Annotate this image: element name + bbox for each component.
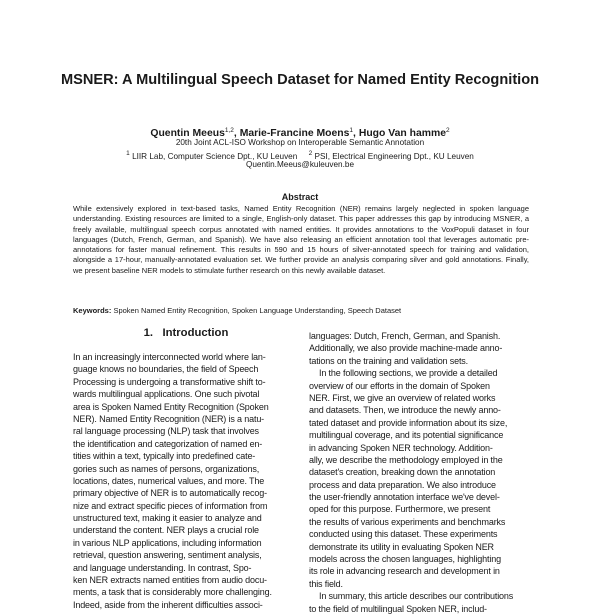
section-number: 1. [143, 327, 154, 339]
body-text-line: process and data preparation. We also introduce [309, 479, 496, 490]
author-name: Marie-Francine Moens [239, 128, 350, 139]
body-text-line: multilingual coverage, and its potential significance [309, 430, 504, 441]
body-text-line: ral language processing (NLP) task that involves [73, 426, 259, 437]
body-text-line: understand the content. NER plays a crucial role [73, 525, 259, 536]
body-text-line: locations, dates, numerical values, and more. The [73, 475, 265, 486]
author-name: Quentin Meeus [150, 128, 225, 139]
body-text-line: Processing is undergoing a transformative shift to- [73, 376, 266, 387]
body-text-line: in advancing Spoken NER technology. Addition- [309, 442, 493, 453]
body-text-line: the results of various experiments and benchmarks [309, 516, 506, 527]
body-text-line: ally, we describe the methodology employed in the [309, 454, 503, 465]
body-text-line: NER). Named Entity Recognition (NER) is a natu- [73, 413, 265, 424]
body-text-line: ken NER extracts named entities from audio docu- [73, 575, 267, 586]
section-title: Introduction [162, 327, 229, 339]
body-text-line: retrieval, question answering, sentiment analysis, [73, 550, 262, 561]
body-text-line: overview of our efforts in the domain of Spoken [309, 380, 490, 391]
venue-line: 20th Joint ACL-ISO Workshop on Interoperable Semantic Annotation [175, 138, 425, 147]
body-text-line: languages: Dutch, French, German, and Spanish. [309, 331, 501, 341]
body-text-line: dataset's creation, breaking down the annotation [309, 467, 496, 478]
author-email: Quentin.Meeus@kuleuven.be [246, 160, 354, 169]
body-column-right [309, 330, 531, 615]
keywords-label: Keywords: [73, 306, 112, 315]
body-text-line: nize and extract specific pieces of information from [73, 500, 268, 511]
author-affiliation-mark: 1,2 [224, 127, 234, 134]
body-text-line: and datasets. Then, we introduce the newly anno- [309, 405, 501, 416]
author-affiliation-mark: 2 [446, 127, 450, 134]
body-text-line: in various NLP applications, including information [73, 537, 262, 548]
body-text-line: tated dataset and provide information about its size, [309, 417, 508, 428]
affiliation-mark: 2 [308, 150, 313, 157]
body-column-left [73, 351, 299, 611]
body-text-line: conducted using this dataset. These experiments [309, 529, 498, 540]
body-text-line: models across the chosen languages, highlighting [309, 554, 501, 565]
affiliation-text: PSI, Electrical Engineering Dpt., KU Leuven [314, 152, 474, 161]
body-text-line: oped for this purpose. Furthermore, we present [309, 504, 491, 515]
body-text-line: tities within a text, typically into predefined cate- [73, 451, 256, 462]
body-text-line: unstructured text, making it easier to analyze and [73, 513, 262, 524]
body-text-line: to the field of multilingual Spoken NER, includ- [309, 603, 487, 614]
affiliation-mark: 1 [126, 150, 130, 157]
abstract-heading: Abstract [281, 192, 319, 202]
author-affiliation-mark: 1 [349, 127, 354, 134]
body-text-line: primary objective of NER is to automatically recog- [73, 488, 267, 499]
body-text-line: this field. [309, 578, 343, 589]
body-text-line: gories such as names of persons, organizations, [73, 463, 260, 474]
body-text-line: demonstrate its utility in evaluating Spoken NER [309, 541, 494, 552]
body-text-line: Indeed, aside from the inherent difficulties associ- [73, 599, 263, 610]
section-heading [73, 327, 299, 339]
body-text-line: Additionally, we also provide machine-made anno- [309, 343, 503, 354]
abstract-text: While extensively explored in text-based tasks, Named Entity Recognition (NER) remains largely neglected in spoken language understanding. Existing resources are limited to a single, English-only dataset. This paper addresses this gap by introducing MSNER, a freely available, multilingual speech corpus annotated with named entities. It provides annotations to the VoxPopuli dataset in four languages (Dutch, French, German, and Spanish). We have also releasing an efficient annotation tool that leverages automatic pre-annotations for faster manual refinement. This results in 590 and 15 hours of silver-annotated speech for training and validation, alongside a 17-hour, manually-annotated evaluation set. We further provide an analysis comparing silver and gold annotations. Finally, we present baseline NER models to stimulate further research on this newly available dataset. [73, 204, 529, 275]
body-text-line: ments, a task that is considerably more challenging. [73, 587, 272, 598]
body-text-line: In an increasingly interconnected world where lan- [73, 352, 266, 362]
body-text-line: In the following sections, we provide a detailed [319, 368, 498, 379]
body-text-line: NER. First, we give an overview of related works [309, 392, 496, 403]
body-text-line: its role in advancing research and development in [309, 566, 500, 577]
body-text-line: guage knows no boundaries, the field of Speech [73, 364, 259, 375]
body-text-line: wards multilingual applications. One such pivotal [73, 389, 260, 400]
author-name: Hugo Van hamme [358, 128, 446, 139]
keywords-line [73, 306, 529, 316]
author-list: Quentin Meeus$^{1,2}$, Marie-Francine Moens$^1$, Hugo Van hamme$^2$ [150, 127, 450, 139]
body-text-line: the identification and categorization of named en- [73, 438, 263, 449]
body-text-line: and language understanding. In contrast, Spo- [73, 562, 252, 573]
body-text-line: tations on the training and validation sets. [309, 355, 469, 366]
body-text-line: area is Spoken Named Entity Recognition (Spoken [73, 401, 269, 412]
paper-title: MSNER: A Multilingual Speech Dataset for Named Entity Recognition [60, 72, 540, 88]
body-text-line: the user-friendly annotation interface we've devel- [309, 492, 500, 503]
affiliation-text: LIIR Lab, Computer Science Dpt., KU Leuven [132, 152, 298, 161]
keywords-text: Spoken Named Entity Recognition, Spoken Language Understanding, Speech Dataset [113, 306, 402, 315]
body-text-line: In summary, this article describes our contributions [319, 591, 514, 602]
